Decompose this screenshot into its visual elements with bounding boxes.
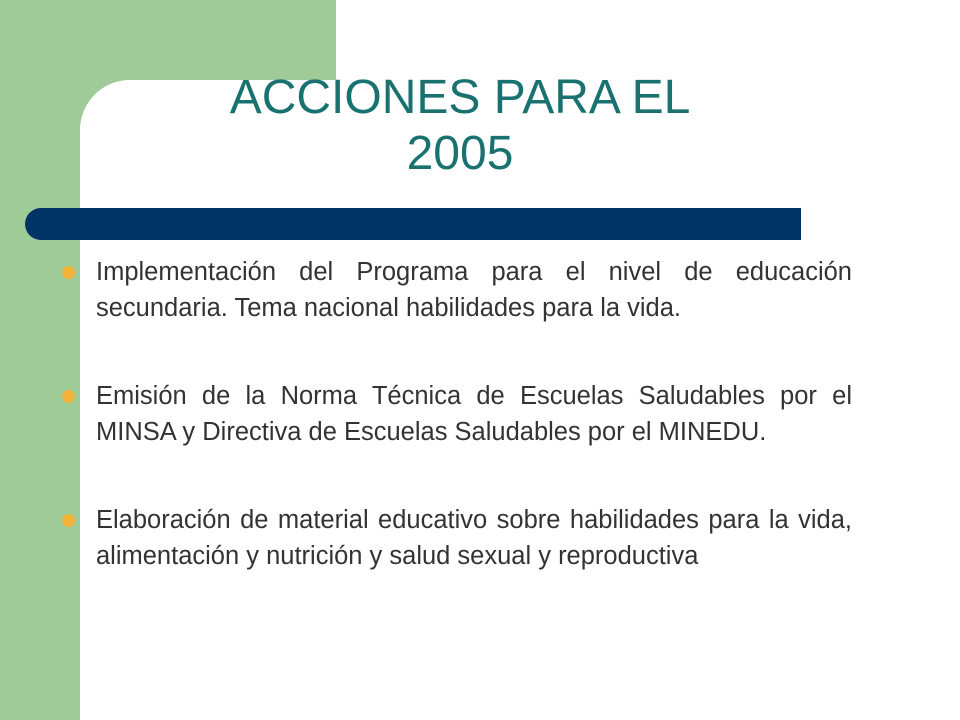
bullet-dot-icon: [62, 266, 75, 279]
title-line-1: ACCIONES PARA EL: [229, 71, 691, 124]
bullet-text: Emisión de la Norma Técnica de Escuelas Saludables por el MINSA y Directiva de Escuelas Saludables por el MINEDU.: [96, 382, 852, 446]
bullet-text: Elaboración de material educativo sobre habilidades para la vida, alimentación y nutrición y salud sexual y reproductiva: [96, 506, 852, 570]
title-line-2: 2005: [406, 127, 514, 180]
bullet-item: [62, 254, 852, 326]
bullet-text: Implementación del Programa para el nivel de educación secundaria. Tema nacional habilidades para la vida.: [96, 258, 852, 322]
slide-title: [80, 70, 840, 182]
bullet-item: [62, 378, 852, 450]
bullet-item: [62, 502, 852, 574]
bullet-dot-icon: [62, 390, 75, 403]
title-underline-bar: [25, 208, 801, 240]
bullet-dot-icon: [62, 514, 75, 527]
bullet-list: [62, 254, 852, 626]
